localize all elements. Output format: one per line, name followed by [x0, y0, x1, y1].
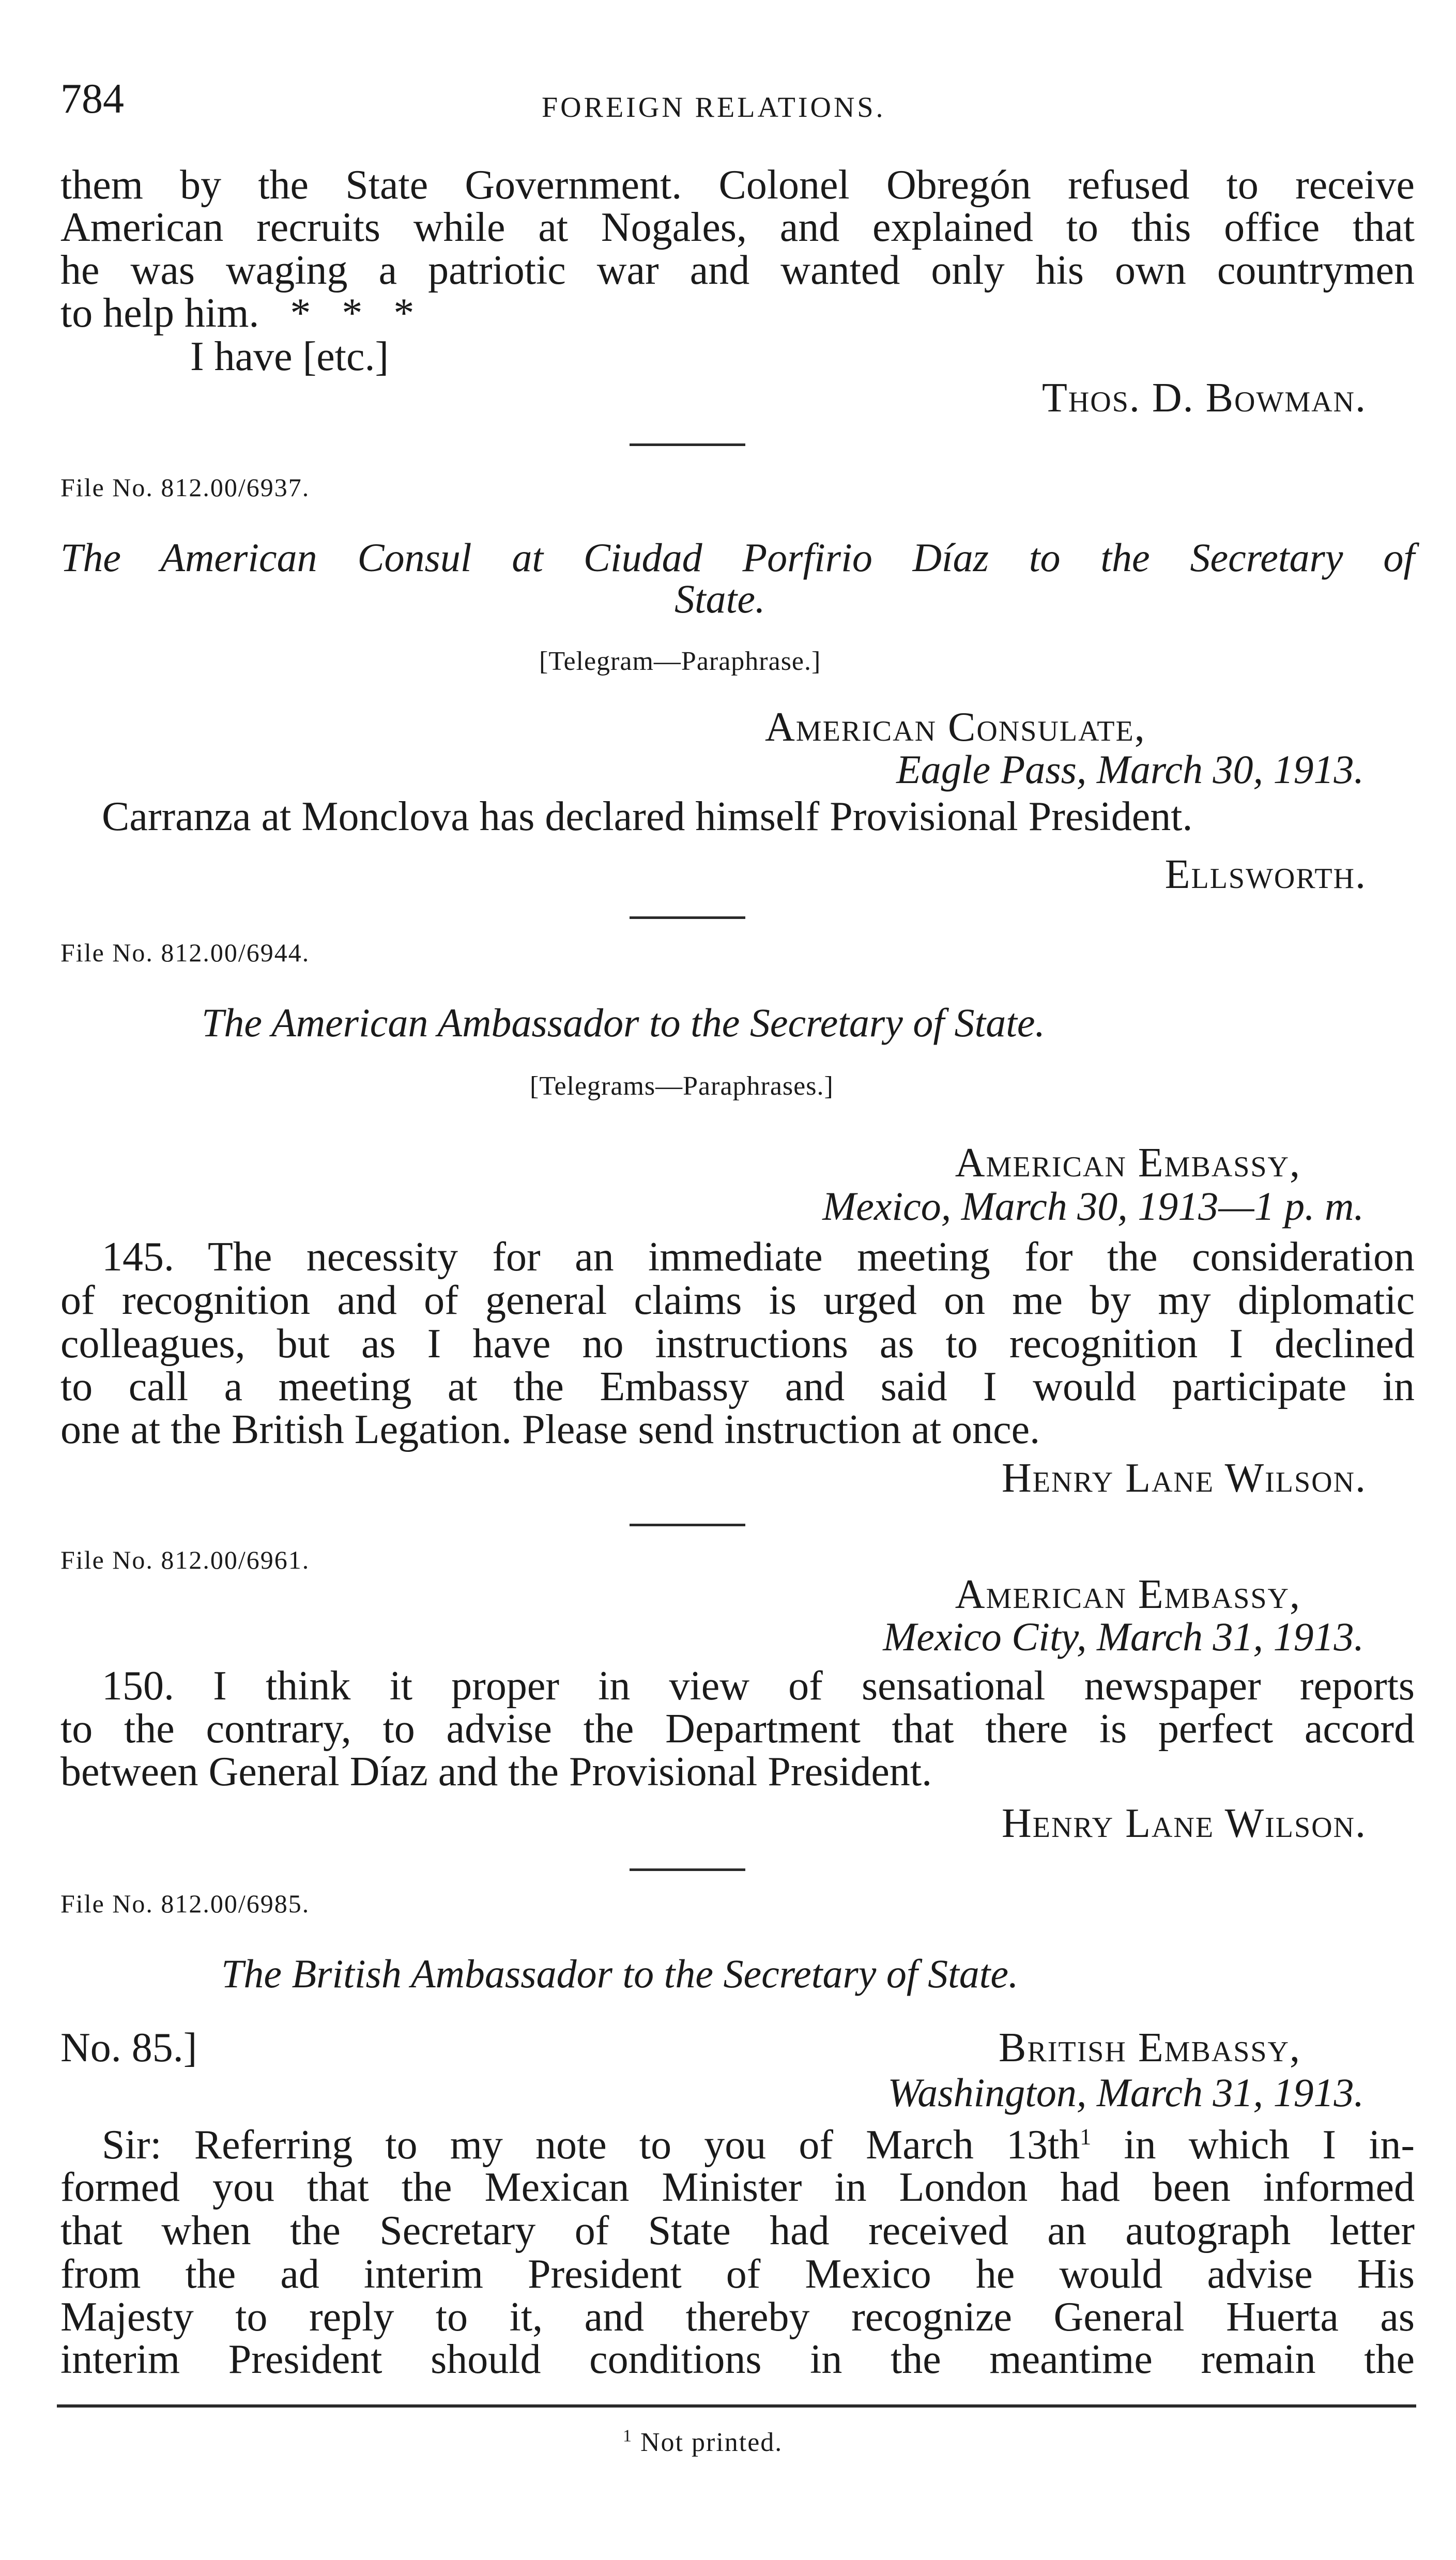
file-number: File No. 812.00/6961.: [60, 1545, 310, 1574]
message-body: Carranza at Monclova has declared himself Provisional President.: [102, 794, 1193, 839]
file-number: File No. 812.00/6944.: [60, 938, 310, 967]
message-type-note: [Telegrams—Paraphrases.]: [530, 1071, 834, 1101]
footnote-reference: 1: [1080, 2124, 1092, 2150]
body-line: one at the British Legation. Please send instruction at once.: [60, 1407, 1040, 1452]
file-number: File No. 812.00/6937.: [60, 473, 310, 502]
footnote-marker: 1: [623, 2426, 633, 2446]
body-line: to the contrary, to advise the Department that there is perfect accord: [60, 1706, 1415, 1752]
place-heading: American Embassy,: [955, 1140, 1301, 1186]
message-type-note: [Telegram—Paraphrase.]: [539, 647, 821, 676]
place-heading: American Consulate,: [765, 704, 1146, 750]
body-line: that when the Secretary of State had received an autograph letter: [60, 2208, 1415, 2254]
place-heading: British Embassy,: [999, 2025, 1301, 2071]
body-line: Majesty to reply to it, and thereby recognize General Huerta as: [60, 2294, 1415, 2340]
signature: Henry Lane Wilson.: [1001, 1801, 1367, 1846]
footnote: [623, 2426, 783, 2457]
closing-line: I have [etc.]: [190, 334, 389, 379]
body-line: to help him. * * *: [60, 290, 415, 336]
dateline: Mexico City, March 31, 1913.: [883, 1614, 1364, 1659]
footnote-rule: [57, 2404, 1416, 2408]
section-divider: [630, 916, 745, 919]
body-line: American recruits while at Nogales, and explained to this office that: [60, 205, 1415, 250]
body-line: colleagues, but as I have no instructions as to recognition I declined: [60, 1321, 1415, 1367]
body-line: he was waging a patriotic war and wanted only his own countrymen: [60, 248, 1415, 293]
body-line: 150. I think it proper in view of sensational newspaper reports: [102, 1663, 1415, 1709]
section-divider: [630, 1524, 745, 1526]
footnote-text: Not printed.: [640, 2428, 783, 2457]
document-title: The American Consul at Ciudad Porfirio Díaz to the Secretary of: [60, 535, 1415, 580]
page-number: 784: [60, 75, 124, 122]
section-divider: [630, 1868, 745, 1871]
dispatch-number: No. 85.]: [60, 2025, 197, 2071]
signature: Thos. D. Bowman.: [1042, 375, 1367, 421]
signature: Ellsworth.: [1164, 852, 1367, 897]
dateline: Mexico, March 30, 1913—1 p. m.: [822, 1184, 1364, 1229]
body-line: [102, 2124, 1415, 2166]
document-title: State.: [675, 576, 765, 621]
body-line: from the ad interim President of Mexico he would advise His: [60, 2251, 1415, 2297]
body-line: to call a meeting at the Embassy and said I would participate in: [60, 1364, 1415, 1409]
body-line: between General Díaz and the Provisional President.: [60, 1749, 932, 1795]
dateline: Washington, March 31, 1913.: [887, 2070, 1364, 2115]
document-title: The British Ambassador to the Secretary of State.: [221, 1951, 1019, 1996]
body-line: formed you that the Mexican Minister in London had been informed: [60, 2165, 1415, 2210]
body-line: interim President should conditions in the meantime remain the: [60, 2337, 1415, 2382]
section-divider: [630, 443, 745, 446]
salutation-text: Sir: Referring to my note to you of March 13th: [102, 2122, 1080, 2168]
body-line: them by the State Government. Colonel Obregón refused to receive: [60, 162, 1415, 208]
signature: Henry Lane Wilson.: [1001, 1455, 1367, 1501]
place-heading: American Embassy,: [955, 1572, 1301, 1617]
document-title: The American Ambassador to the Secretary of State.: [202, 1000, 1046, 1045]
running-title: FOREIGN RELATIONS.: [542, 91, 886, 124]
body-text: in which I in-: [1091, 2122, 1415, 2168]
file-number: File No. 812.00/6985.: [60, 1889, 310, 1918]
body-line: of recognition and of general claims is urged on me by my diplomatic: [60, 1278, 1415, 1323]
dateline: Eagle Pass, March 30, 1913.: [896, 747, 1364, 792]
body-line: 145. The necessity for an immediate meeting for the consideration: [102, 1234, 1415, 1280]
